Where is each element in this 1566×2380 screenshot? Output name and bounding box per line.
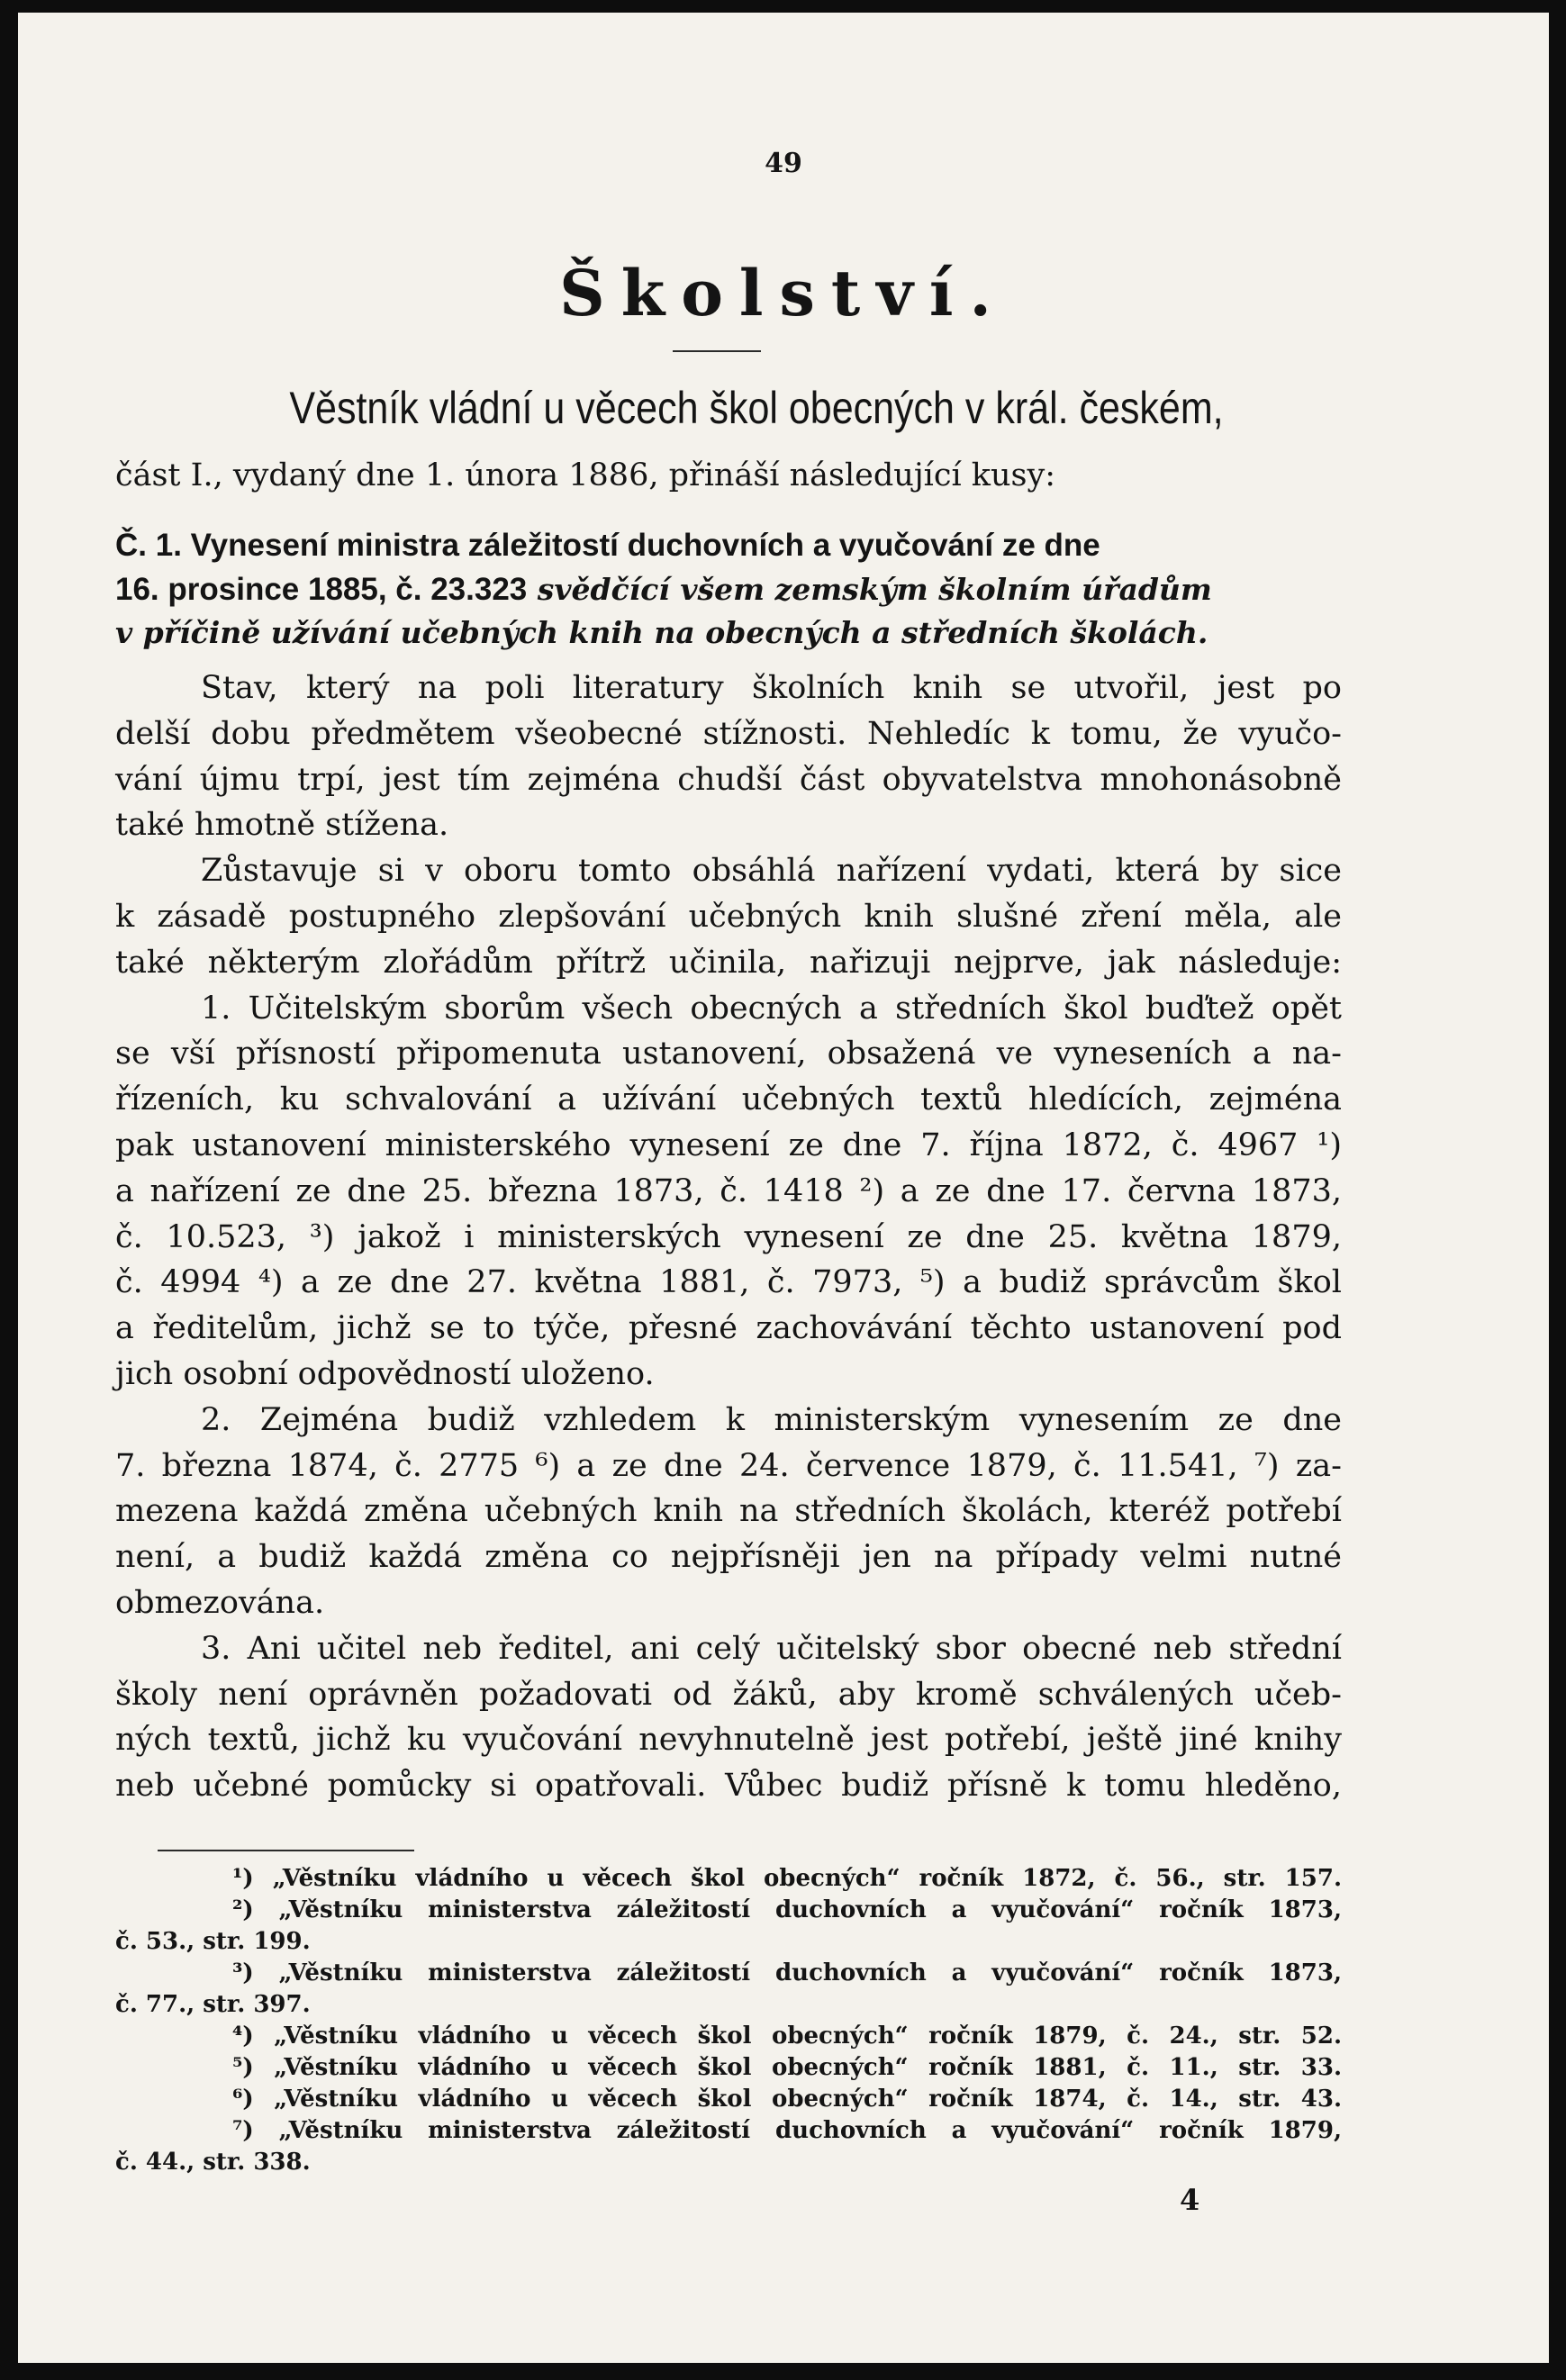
footnote-divider (158, 1850, 414, 1851)
text-line: není, a budiž každá změna co nejpřísněji jen na případy velmi nutné (115, 1539, 1342, 1576)
footnote: ²) „Věstníku ministerstva záležitostí duchovních a vyučování“ ročník 1873, (232, 1896, 1342, 1923)
page-title: Školství. (559, 256, 1008, 330)
text-line: také hmotně stížena. (115, 807, 449, 844)
text-line: delší dobu předmětem všeobecné stížnosti. Nehledíc k tomu, že vyučo- (115, 715, 1342, 752)
text-line: 2. Zejména budiž vzhledem k ministerským vynesením ze dne (201, 1401, 1342, 1438)
intro-line: část I., vydaný dne 1. února 1886, přináší následující kusy: (115, 457, 1056, 493)
document-page (18, 13, 1549, 2363)
text-line: školy není oprávněn požadovati od žáků, aby kromě schválených učeb- (115, 1676, 1342, 1713)
text-line: neb učebné pomůcky si opatřovali. Vůbec budiž přísně k tomu hleděno, (115, 1768, 1342, 1805)
footnote: ⁵) „Věstníku vládního u věcech škol obecných“ ročník 1881, č. 11., str. 33. (232, 2054, 1342, 2081)
footnote-continuation: č. 44., str. 338. (115, 2149, 311, 2176)
text-line: 7. března 1874, č. 2775 ⁶) a ze dne 24. července 1879, č. 11.541, ⁷) za- (115, 1447, 1342, 1484)
footnote: ⁶) „Věstníku vládního u věcech škol obecných“ ročník 1874, č. 14., str. 43. (232, 2086, 1342, 2113)
signature-mark: 4 (1180, 2183, 1200, 2217)
footnote-continuation: č. 53., str. 199. (115, 1928, 311, 1955)
text-line: Stav, který na poli literatury školních knih se utvořil, jest po (201, 670, 1342, 706)
decree-heading-line1: Č. 1. Vynesení ministra záležitostí duchovních a vyučování ze dne (115, 528, 1100, 563)
decree-number: 16. prosince 1885, č. 23.323 (115, 572, 528, 607)
text-line: č. 10.523, ³) jakož i ministerských vynesení ze dne 25. května 1879, (115, 1218, 1342, 1255)
footnote-continuation: č. 77., str. 397. (115, 1991, 311, 2018)
body-text (115, 665, 1342, 1809)
footnote: ⁷) „Věstníku ministerstva záležitostí duchovních a vyučování“ ročník 1879, (232, 2117, 1342, 2144)
decree-subject-start: svědčící všem zemským školním úřadům (527, 572, 1212, 607)
footnotes (115, 1863, 1342, 2178)
text-line: jich osobní odpovědností uloženo. (115, 1355, 655, 1392)
text-line: mezena každá změna učebných knih na středních školách, kteréž potřebí (115, 1493, 1342, 1530)
footnote: ³) „Věstníku ministerstva záležitostí duchovních a vyučování“ ročník 1873, (232, 1959, 1342, 1986)
text-line: 3. Ani učitel neb ředitel, ani celý učitelský sbor obecné neb střední (201, 1630, 1342, 1667)
text-line: Zůstavuje si v oboru tomto obsáhlá nařízení vydati, která by sice (201, 853, 1342, 890)
text-line: k zásadě postupného zlepšování učebných knih slušné zření měla, ale (115, 898, 1342, 935)
text-line: řízeních, ku schvalování a užívání učebných textů hledících, zejména (115, 1081, 1342, 1118)
text-line: a ředitelům, jichž se to týče, přesné zachovávání těchto ustanovení pod (115, 1310, 1342, 1347)
text-line: vání újmu trpí, jest tím zejména chudší část obyvatelstva mnohonásobně (115, 761, 1342, 798)
text-line: a nařízení ze dne 25. března 1873, č. 1418 ²) a ze dne 17. června 1873, (115, 1172, 1342, 1209)
text-line: také některým zlořádům přítrž učinila, nařizuji nejprve, jak následuje: (115, 944, 1342, 981)
page-number: 49 (765, 148, 802, 179)
footnote: ¹) „Věstníku vládního u věcech škol obecných“ ročník 1872, č. 56., str. 157. (232, 1865, 1342, 1892)
text-line: ných textů, jichž ku vyučování nevyhnutelně jest potřebí, ještě jiné knihy (115, 1722, 1342, 1759)
text-line: se vší přísností připomenuta ustanovení, obsažená ve vyneseních a na- (115, 1036, 1342, 1072)
footnote: ⁴) „Věstníku vládního u věcech škol obecných“ ročník 1879, č. 24., str. 52. (232, 2023, 1342, 2050)
text-line: č. 4994 ⁴) a ze dne 27. května 1881, č. 7973, ⁵) a budiž správcům škol (115, 1264, 1342, 1301)
text-line: 1. Učitelským sborům všech obecných a středních škol buďtež opět (201, 990, 1342, 1027)
text-line: obmezována. (115, 1584, 325, 1621)
decree-heading-line2 (115, 568, 1342, 611)
title-divider (673, 350, 761, 352)
decree-heading-line3: v příčině užívání učebných knih na obecných a středních školách. (115, 615, 1208, 650)
section-subtitle: Věstník vládní u věcech škol obecných v král. českém, (289, 383, 1224, 433)
text-line: pak ustanovení ministerského vynesení ze dne 7. října 1872, č. 4967 ¹) (115, 1127, 1342, 1163)
